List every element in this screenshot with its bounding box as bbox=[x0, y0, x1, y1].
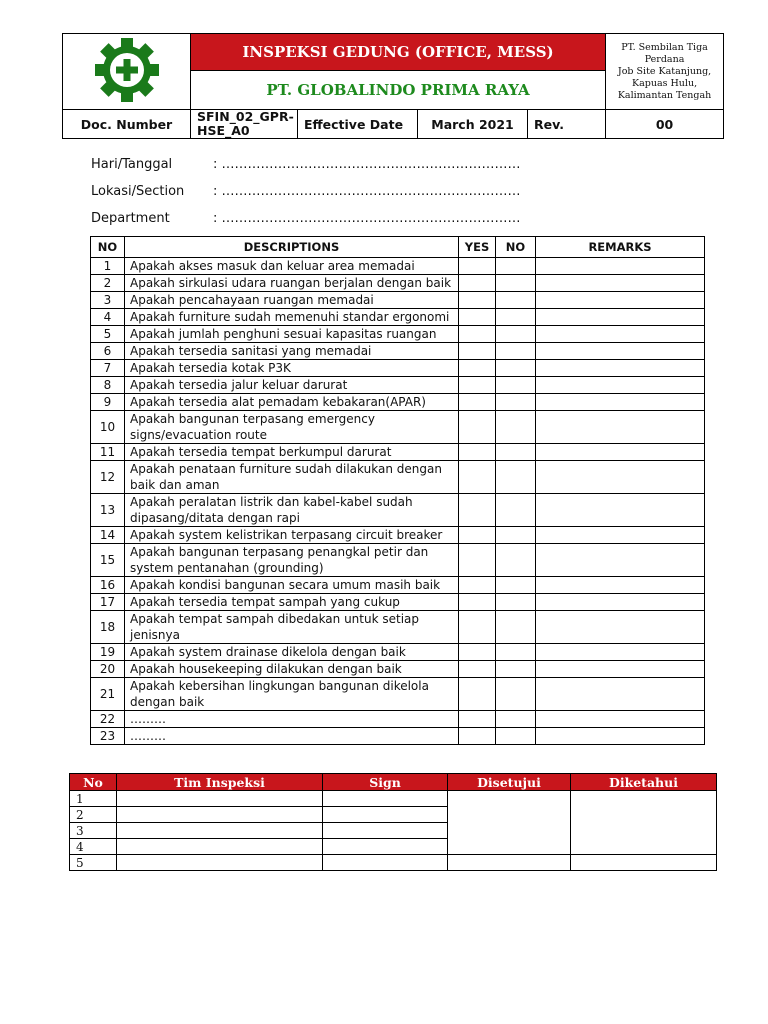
checklist-item-description: ……… bbox=[125, 728, 459, 745]
yes-checkbox-cell[interactable] bbox=[459, 394, 496, 411]
remarks-cell[interactable] bbox=[536, 711, 705, 728]
checklist-item-number: 20 bbox=[91, 661, 125, 678]
checklist-row bbox=[91, 444, 705, 461]
checklist-item-description: Apakah bangunan terpasang penangkal petir dan system pentanahan (grounding) bbox=[125, 544, 459, 577]
checklist-item-description: Apakah tersedia sanitasi yang memadai bbox=[125, 343, 459, 360]
no-checkbox-cell[interactable] bbox=[496, 494, 536, 527]
remarks-cell[interactable] bbox=[536, 377, 705, 394]
effective-date-value: March 2021 bbox=[418, 110, 528, 139]
yes-checkbox-cell[interactable] bbox=[459, 661, 496, 678]
remarks-cell[interactable] bbox=[536, 577, 705, 594]
yes-checkbox-cell[interactable] bbox=[459, 258, 496, 275]
yes-checkbox-cell[interactable] bbox=[459, 309, 496, 326]
col-header-remarks: REMARKS bbox=[536, 237, 705, 258]
checklist-item-number: 19 bbox=[91, 644, 125, 661]
checklist-item-number: 6 bbox=[91, 343, 125, 360]
remarks-cell[interactable] bbox=[536, 258, 705, 275]
team-member-name-cell[interactable] bbox=[117, 855, 323, 871]
remarks-cell[interactable] bbox=[536, 394, 705, 411]
team-sign-cell[interactable] bbox=[323, 839, 448, 855]
checklist-item-description: Apakah akses masuk dan keluar area memadai bbox=[125, 258, 459, 275]
checklist-row bbox=[91, 326, 705, 343]
checklist-item-number: 21 bbox=[91, 678, 125, 711]
checklist-row bbox=[91, 411, 705, 444]
checklist-row bbox=[91, 544, 705, 577]
team-header-sign: Sign bbox=[323, 774, 448, 791]
checklist-item-number: 3 bbox=[91, 292, 125, 309]
checklist-item-number: 1 bbox=[91, 258, 125, 275]
site-info bbox=[606, 34, 724, 110]
checklist-item-number: 2 bbox=[91, 275, 125, 292]
checklist-row bbox=[91, 309, 705, 326]
checklist-item-description: Apakah penataan furniture sudah dilakukan dengan baik dan aman bbox=[125, 461, 459, 494]
remarks-cell[interactable] bbox=[536, 611, 705, 644]
yes-checkbox-cell[interactable] bbox=[459, 444, 496, 461]
checklist-item-number: 17 bbox=[91, 594, 125, 611]
checklist-item-number: 16 bbox=[91, 577, 125, 594]
no-checkbox-cell[interactable] bbox=[496, 728, 536, 745]
checklist-item-description: Apakah kondisi bangunan secara umum masih baik bbox=[125, 577, 459, 594]
checklist-item-description: Apakah peralatan listrik dan kabel-kabel sudah dipasang/ditata dengan rapi bbox=[125, 494, 459, 527]
yes-checkbox-cell[interactable] bbox=[459, 326, 496, 343]
team-row-number: 4 bbox=[70, 839, 117, 855]
yes-checkbox-cell[interactable] bbox=[459, 728, 496, 745]
checklist-item-description: Apakah system kelistrikan terpasang circuit breaker bbox=[125, 527, 459, 544]
info-label: Hari/Tanggal bbox=[91, 157, 173, 172]
team-member-name-cell[interactable] bbox=[117, 807, 323, 823]
remarks-cell[interactable] bbox=[536, 678, 705, 711]
remarks-cell[interactable] bbox=[536, 411, 705, 444]
remarks-cell[interactable] bbox=[536, 275, 705, 292]
no-checkbox-cell[interactable] bbox=[496, 661, 536, 678]
remarks-cell[interactable] bbox=[536, 544, 705, 577]
no-checkbox-cell[interactable] bbox=[496, 326, 536, 343]
checklist-row bbox=[91, 494, 705, 527]
rev-value: 00 bbox=[606, 110, 724, 139]
remarks-cell[interactable] bbox=[536, 360, 705, 377]
remarks-cell[interactable] bbox=[536, 444, 705, 461]
no-checkbox-cell[interactable] bbox=[496, 611, 536, 644]
info-label: Department bbox=[91, 211, 170, 226]
team-sign-cell[interactable] bbox=[323, 807, 448, 823]
yes-checkbox-cell[interactable] bbox=[459, 611, 496, 644]
yes-checkbox-cell[interactable] bbox=[459, 527, 496, 544]
yes-checkbox-cell[interactable] bbox=[459, 494, 496, 527]
remarks-cell[interactable] bbox=[536, 594, 705, 611]
checklist-item-number: 13 bbox=[91, 494, 125, 527]
checklist-item-number: 9 bbox=[91, 394, 125, 411]
yes-checkbox-cell[interactable] bbox=[459, 577, 496, 594]
no-checkbox-cell[interactable] bbox=[496, 711, 536, 728]
logo-cell bbox=[63, 34, 191, 110]
checklist-row bbox=[91, 343, 705, 360]
doc-number-value: SFIN_02_GPR-HSE_A0 bbox=[191, 110, 298, 139]
no-checkbox-cell[interactable] bbox=[496, 258, 536, 275]
inspection-team-table bbox=[69, 773, 717, 871]
team-sign-cell[interactable] bbox=[323, 855, 448, 871]
yes-checkbox-cell[interactable] bbox=[459, 360, 496, 377]
yes-checkbox-cell[interactable] bbox=[459, 343, 496, 360]
yes-checkbox-cell[interactable] bbox=[459, 411, 496, 444]
diketahui-signature-cell[interactable] bbox=[571, 791, 717, 855]
checklist-row bbox=[91, 644, 705, 661]
team-header-diketahui: Diketahui bbox=[571, 774, 717, 791]
doc-number-label: Doc. Number bbox=[63, 110, 191, 139]
team-header-disetujui: Disetujui bbox=[448, 774, 571, 791]
checklist-item-number: 4 bbox=[91, 309, 125, 326]
team-member-name-cell[interactable] bbox=[117, 823, 323, 839]
yes-checkbox-cell[interactable] bbox=[459, 644, 496, 661]
info-hari-tanggal bbox=[91, 157, 521, 172]
checklist-row bbox=[91, 360, 705, 377]
yes-checkbox-cell[interactable] bbox=[459, 678, 496, 711]
no-checkbox-cell[interactable] bbox=[496, 577, 536, 594]
checklist-item-description: Apakah pencahayaan ruangan memadai bbox=[125, 292, 459, 309]
team-member-name-cell[interactable] bbox=[117, 839, 323, 855]
team-row-number: 3 bbox=[70, 823, 117, 839]
checklist-row bbox=[91, 728, 705, 745]
team-row-number: 2 bbox=[70, 807, 117, 823]
checklist-item-number: 7 bbox=[91, 360, 125, 377]
no-checkbox-cell[interactable] bbox=[496, 292, 536, 309]
info-label: Lokasi/Section bbox=[91, 184, 185, 199]
checklist-row bbox=[91, 527, 705, 544]
yes-checkbox-cell[interactable] bbox=[459, 711, 496, 728]
diketahui-name-cell[interactable] bbox=[571, 855, 717, 871]
no-checkbox-cell[interactable] bbox=[496, 461, 536, 494]
info-value[interactable]: : …………………………………………………………… bbox=[213, 211, 521, 226]
checklist-row bbox=[91, 661, 705, 678]
no-checkbox-cell[interactable] bbox=[496, 275, 536, 292]
no-checkbox-cell[interactable] bbox=[496, 309, 536, 326]
checklist-row bbox=[91, 594, 705, 611]
no-checkbox-cell[interactable] bbox=[496, 527, 536, 544]
checklist-item-number: 18 bbox=[91, 611, 125, 644]
yes-checkbox-cell[interactable] bbox=[459, 292, 496, 309]
disetujui-name-cell[interactable] bbox=[448, 855, 571, 871]
remarks-cell[interactable] bbox=[536, 728, 705, 745]
company-name: PT. GLOBALINDO PRIMA RAYA bbox=[191, 71, 606, 110]
yes-checkbox-cell[interactable] bbox=[459, 377, 496, 394]
info-department bbox=[91, 211, 521, 226]
checklist-row bbox=[91, 292, 705, 309]
checklist-item-number: 22 bbox=[91, 711, 125, 728]
checklist-row bbox=[91, 461, 705, 494]
checklist-item-number: 12 bbox=[91, 461, 125, 494]
checklist-row bbox=[91, 377, 705, 394]
document-header bbox=[62, 33, 724, 139]
checklist-item-description: Apakah kebersihan lingkungan bangunan dikelola dengan baik bbox=[125, 678, 459, 711]
team-row-number: 1 bbox=[70, 791, 117, 807]
checklist-row bbox=[91, 711, 705, 728]
checklist-item-description: Apakah furniture sudah memenuhi standar ergonomi bbox=[125, 309, 459, 326]
team-header-tim-inspeksi: Tim Inspeksi bbox=[117, 774, 323, 791]
yes-checkbox-cell[interactable] bbox=[459, 275, 496, 292]
inspection-checklist bbox=[90, 236, 705, 745]
site-info-line: PT. Sembilan Tiga Perdana bbox=[621, 41, 708, 65]
no-checkbox-cell[interactable] bbox=[496, 360, 536, 377]
disetujui-signature-cell[interactable] bbox=[448, 791, 571, 855]
rev-label: Rev. bbox=[528, 110, 606, 139]
checklist-item-description: Apakah system drainase dikelola dengan baik bbox=[125, 644, 459, 661]
remarks-cell[interactable] bbox=[536, 326, 705, 343]
checklist-item-description: Apakah tersedia tempat sampah yang cukup bbox=[125, 594, 459, 611]
site-info-line: Kapuas Hulu, bbox=[631, 77, 698, 89]
team-sign-cell[interactable] bbox=[323, 823, 448, 839]
checklist-item-description: Apakah tersedia jalur keluar darurat bbox=[125, 377, 459, 394]
k3-safety-gear-logo bbox=[92, 37, 162, 103]
checklist-item-number: 11 bbox=[91, 444, 125, 461]
checklist-item-description: Apakah tersedia alat pemadam kebakaran(APAR) bbox=[125, 394, 459, 411]
no-checkbox-cell[interactable] bbox=[496, 544, 536, 577]
checklist-item-description: Apakah tempat sampah dibedakan untuk setiap jenisnya bbox=[125, 611, 459, 644]
checklist-row bbox=[91, 678, 705, 711]
yes-checkbox-cell[interactable] bbox=[459, 544, 496, 577]
effective-date-label: Effective Date bbox=[298, 110, 418, 139]
checklist-item-number: 23 bbox=[91, 728, 125, 745]
col-header-descriptions: DESCRIPTIONS bbox=[125, 237, 459, 258]
yes-checkbox-cell[interactable] bbox=[459, 461, 496, 494]
checklist-item-number: 10 bbox=[91, 411, 125, 444]
no-checkbox-cell[interactable] bbox=[496, 444, 536, 461]
team-row bbox=[70, 791, 717, 807]
checklist-item-description: Apakah housekeeping dilakukan dengan baik bbox=[125, 661, 459, 678]
remarks-cell[interactable] bbox=[536, 292, 705, 309]
team-header-no: No bbox=[70, 774, 117, 791]
no-checkbox-cell[interactable] bbox=[496, 644, 536, 661]
col-header-yes: YES bbox=[459, 237, 496, 258]
remarks-cell[interactable] bbox=[536, 309, 705, 326]
team-row bbox=[70, 855, 717, 871]
checklist-item-number: 15 bbox=[91, 544, 125, 577]
checklist-item-number: 5 bbox=[91, 326, 125, 343]
checklist-row bbox=[91, 611, 705, 644]
remarks-cell[interactable] bbox=[536, 661, 705, 678]
checklist-row bbox=[91, 577, 705, 594]
checklist-item-number: 14 bbox=[91, 527, 125, 544]
checklist-item-description: Apakah sirkulasi udara ruangan berjalan dengan baik bbox=[125, 275, 459, 292]
remarks-cell[interactable] bbox=[536, 343, 705, 360]
team-sign-cell[interactable] bbox=[323, 791, 448, 807]
no-checkbox-cell[interactable] bbox=[496, 594, 536, 611]
site-info-line: Job Site Katanjung, bbox=[617, 65, 712, 77]
info-lokasi-section bbox=[91, 184, 521, 199]
checklist-item-description: Apakah tersedia kotak P3K bbox=[125, 360, 459, 377]
no-checkbox-cell[interactable] bbox=[496, 343, 536, 360]
site-info-line: Kalimantan Tengah bbox=[617, 89, 712, 101]
checklist-item-description: ……… bbox=[125, 711, 459, 728]
remarks-cell[interactable] bbox=[536, 644, 705, 661]
info-value[interactable]: : …………………………………………………………… bbox=[213, 157, 521, 172]
yes-checkbox-cell[interactable] bbox=[459, 594, 496, 611]
checklist-item-number: 8 bbox=[91, 377, 125, 394]
team-row-number: 5 bbox=[70, 855, 117, 871]
team-member-name-cell[interactable] bbox=[117, 791, 323, 807]
no-checkbox-cell[interactable] bbox=[496, 377, 536, 394]
checklist-row bbox=[91, 258, 705, 275]
remarks-cell[interactable] bbox=[536, 494, 705, 527]
col-header-no-answer: NO bbox=[496, 237, 536, 258]
checklist-row bbox=[91, 275, 705, 292]
checklist-item-description: Apakah bangunan terpasang emergency signs/evacuation route bbox=[125, 411, 459, 444]
no-checkbox-cell[interactable] bbox=[496, 678, 536, 711]
remarks-cell[interactable] bbox=[536, 461, 705, 494]
no-checkbox-cell[interactable] bbox=[496, 394, 536, 411]
info-value[interactable]: : …………………………………………………………… bbox=[213, 184, 521, 199]
checklist-item-description: Apakah tersedia tempat berkumpul darurat bbox=[125, 444, 459, 461]
checklist-row bbox=[91, 394, 705, 411]
document-title: INSPEKSI GEDUNG (OFFICE, MESS) bbox=[191, 34, 606, 71]
no-checkbox-cell[interactable] bbox=[496, 411, 536, 444]
col-header-no: NO bbox=[91, 237, 125, 258]
checklist-item-description: Apakah jumlah penghuni sesuai kapasitas ruangan bbox=[125, 326, 459, 343]
remarks-cell[interactable] bbox=[536, 527, 705, 544]
